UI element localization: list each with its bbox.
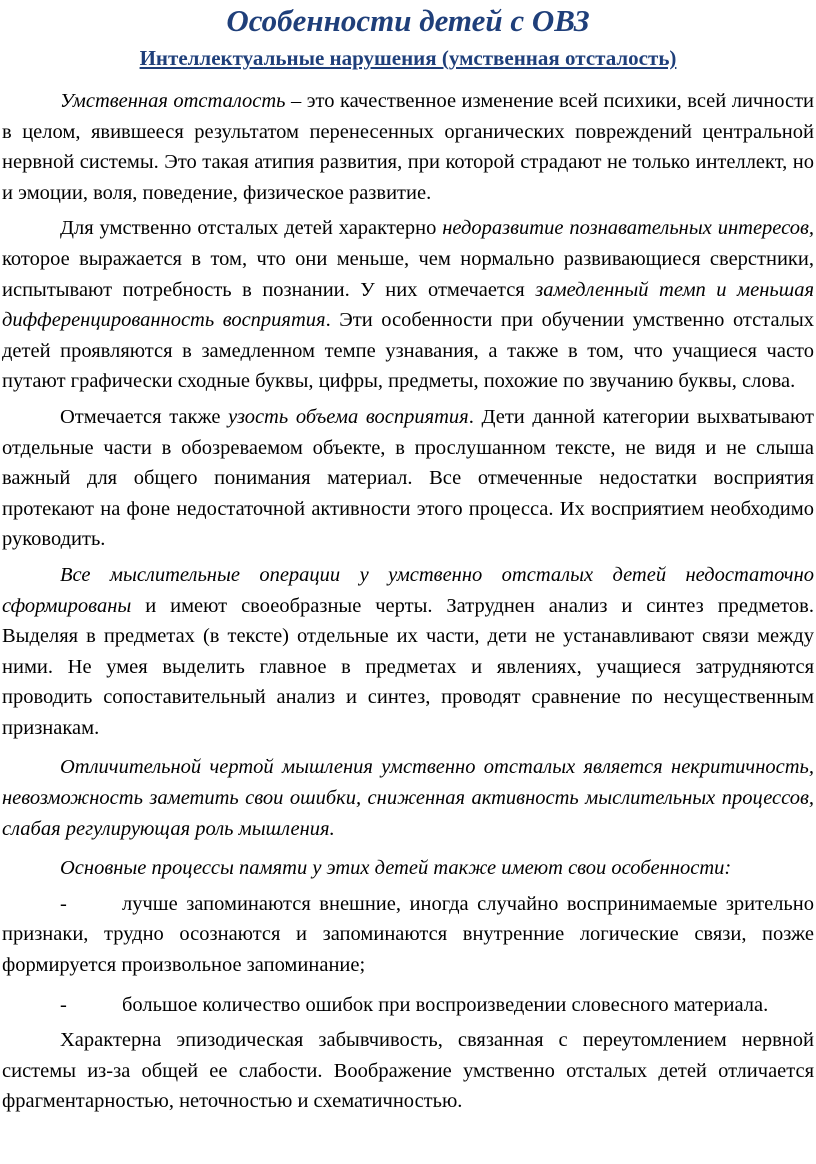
- emphasis-text: Все мыслительные операции у умственно отсталых детей недостаточно сформированы: [2, 563, 814, 617]
- paragraph-definition: [2, 86, 814, 208]
- document-body: [2, 86, 814, 1117]
- emphasis-text: Отличительной чертой мышления умственно отсталых является некритичность, невозможность заметить свои ошибки, сниженная активность мыслительных процессов, слабая регулирующая роль мышления.: [2, 756, 814, 840]
- paragraph-memory-intro: [2, 853, 814, 884]
- paragraph-text: и имеют своеобразные черты. Затруднен анализ и синтез предметов. Выделяя в предметах (в тексте) отдельные их части, дети не устанавливают связи между ними. Не умея выделить главное в предметах и явлениях, учащиеся затрудняются проводить сопоставительный анализ и синтез, проводят сравнение по несущественным признакам.: [2, 594, 814, 739]
- emphasis-text: Основные процессы памяти у этих детей также имеют свои особенности:: [60, 857, 732, 880]
- list-item: [2, 990, 814, 1021]
- page-title: Особенности детей с ОВЗ: [226, 3, 590, 38]
- list-item-text: лучше запоминаются внешние, иногда случайно воспринимаемые зрительно признаки, трудно осознаются и запоминаются внутренние логические связи, позже формируется произвольное запоминание;: [2, 892, 814, 977]
- paragraph-thinking-operations: [2, 560, 814, 744]
- paragraph-text: . Эти особенности при обучении умственно отсталых детей проявляются в замедленном темпе узнавания, а также в том, что учащиеся часто путают графически сходные буквы, цифры, предметы, похожие по звучанию буквы, слова.: [2, 309, 814, 393]
- list-item-text: большое количество ошибок при воспроизведении словесного материала.: [122, 993, 769, 1016]
- paragraph-perception-scope: [2, 402, 814, 555]
- paragraph-text: Для умственно отсталых детей характерно: [60, 217, 443, 240]
- emphasis-text: узость объема восприятия: [228, 405, 469, 428]
- paragraph-forgetfulness: [2, 1025, 814, 1117]
- emphasis-text: замедленный темп и меньшая дифференцированность восприятия: [2, 278, 814, 332]
- paragraph-text: Характерна эпизодическая забывчивость, связанная с переутомлением нервной системы из-за общей ее слабости. Воображение умственно отсталых детей отличается фрагментарностью, неточностью и схематичностью.: [2, 1029, 814, 1113]
- paragraph-text: которое выражается в том, что они меньше, чем нормально развивающиеся сверстники, испытывают потребность в познании. У них отмечается: [2, 247, 814, 301]
- list-item: [2, 889, 814, 981]
- paragraph-text: – это качественное изменение всей психики, всей личности в целом, явившееся результатом перенесенных органических повреждений центральной нервной системы. Это такая атипия развития, при которой страдают не только интеллект, но и эмоции, воля, поведение, физическое развитие.: [2, 90, 814, 204]
- list-marker: -: [60, 993, 67, 1016]
- paragraph-text: . Дети данной категории выхватывают отдельные части в обозреваемом объекте, в прослушанном тексте, не видя и не слыша важный для общего понимания материал. Все отмеченные недостатки восприятия протекают на фоне недостаточной активности этого процесса. Их восприятием необходимо руководить.: [2, 405, 814, 551]
- term-mental-retardation: Умственная отсталость: [60, 90, 286, 112]
- page-subtitle: Интеллектуальные нарушения (умственная отсталость): [139, 46, 677, 70]
- paragraph-thinking-features: [2, 752, 814, 844]
- emphasis-text: недоразвитие познавательных интересов,: [442, 217, 814, 240]
- paragraph-text: Отмечается также: [60, 405, 229, 428]
- list-marker: -: [60, 892, 67, 915]
- paragraph-cognitive-interests: [2, 213, 814, 397]
